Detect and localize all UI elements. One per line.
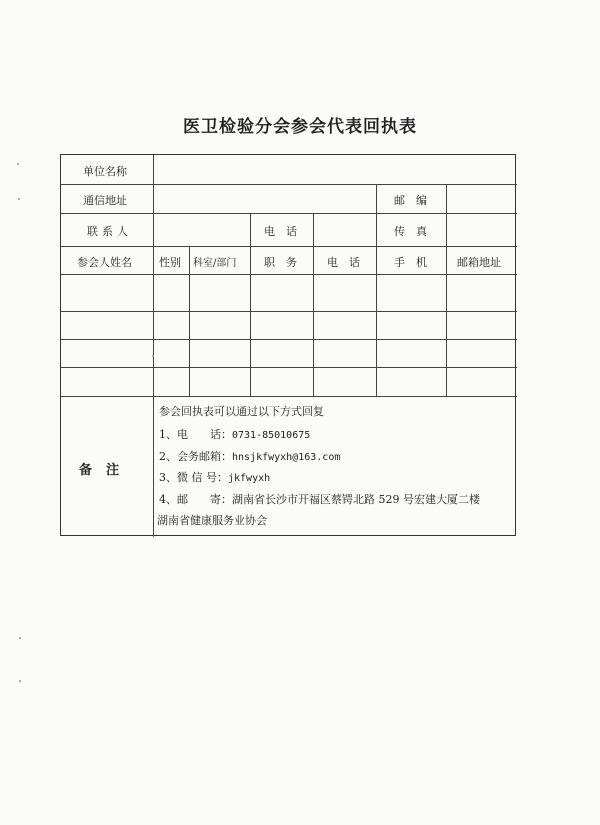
- contact-label: 联系人: [87, 225, 132, 238]
- remarks-wechat-label: 3、微 信 号：: [159, 471, 228, 484]
- header-mobile: 手 机: [394, 256, 427, 269]
- unit-name-label: 单位名称: [83, 165, 127, 178]
- remarks-wechat-value: jkfwyxh: [228, 473, 271, 484]
- header-gender: 性别: [159, 256, 181, 269]
- header-email: 邮箱地址: [457, 256, 501, 269]
- header-attendee-name: 参会人姓名: [77, 256, 132, 269]
- header-phone: 电 话: [327, 256, 360, 269]
- fax-label: 传 真: [394, 225, 427, 238]
- remarks-mail: [159, 491, 480, 507]
- remarks-email-label: 2、会务邮箱：: [159, 450, 232, 463]
- registration-form-table: [60, 154, 516, 536]
- remarks-email: [159, 448, 340, 464]
- remarks-phone-value: 0731-85010675: [232, 430, 311, 441]
- scan-speck: [152, 355, 154, 357]
- scan-speck: [19, 680, 21, 682]
- scan-speck: [19, 637, 21, 639]
- scan-speck: [18, 198, 20, 200]
- remarks-mail-label: 4、邮 寄：: [159, 493, 232, 506]
- scan-speck: [17, 163, 19, 165]
- remarks-mail-value: 湖南省长沙市开福区蔡锷北路 529 号宏建大厦二楼: [232, 493, 480, 506]
- remarks-phone-label: 1、电 话：: [159, 428, 232, 441]
- remarks-phone: [159, 426, 310, 442]
- postcode-label: 邮 编: [394, 194, 427, 207]
- remarks-organization: 湖南省健康服务业协会: [157, 514, 267, 527]
- contact-phone-label: 电 话: [264, 225, 297, 238]
- remarks-label: 备注: [79, 463, 134, 478]
- address-label: 通信地址: [83, 194, 127, 207]
- remarks-intro: 参会回执表可以通过以下方式回复: [159, 405, 324, 418]
- form-title: 医卫检验分会参会代表回执表: [183, 117, 417, 137]
- header-department: 科室/部门: [193, 258, 237, 269]
- header-position: 职 务: [264, 256, 297, 269]
- remarks-email-value: hnsjkfwyxh@163.com: [232, 452, 341, 463]
- remarks-wechat: [159, 469, 270, 485]
